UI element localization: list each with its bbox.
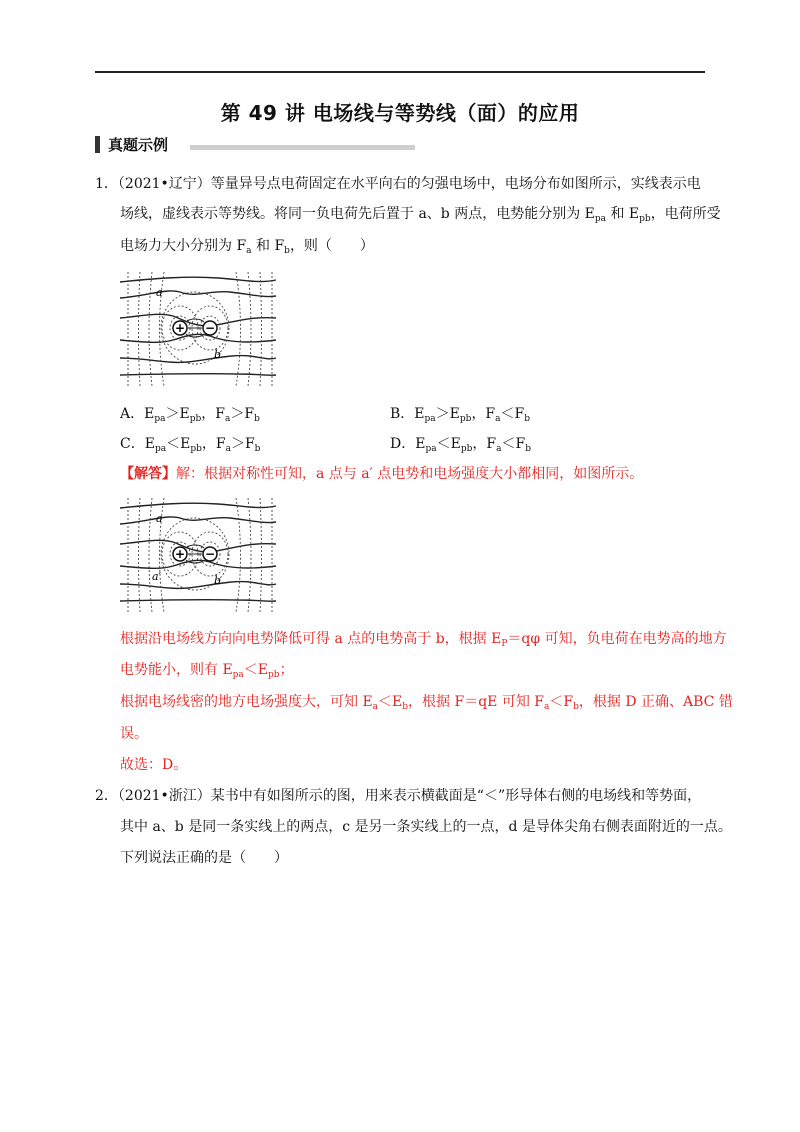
header-rule <box>95 71 705 73</box>
point-a-label: a <box>156 286 163 299</box>
q2-line-2: 其中 a、b 是同一条实线上的两点，c 是另一条实线上的一点，d 是导体尖角右侧表面附近的一点。 <box>120 819 732 835</box>
q1-figure <box>118 270 278 388</box>
q1-line-3: 电场力大小分别为 $F_a$ 和 $F_b$，则（ ） <box>120 238 374 256</box>
page-title: 第 49 讲 电场线与等势线（面）的应用 <box>220 101 580 125</box>
explanation-line-2: 电势能小，则有 $E_{pa}<E_{pb}$； <box>120 662 294 680</box>
field-lines-diagram-annotated <box>118 496 278 614</box>
point-b-label: b <box>214 348 222 361</box>
section-header <box>95 134 168 154</box>
answer-intro: 【解答】解：根据对称性可知，a 点与 a′ 点电势和电场强度大小都相同，如图所示。 <box>120 466 644 482</box>
explanation-line-3: 根据电场线密的地方电场强度大，可知 $E_a<E_b$，根据 F＝qE 可知 $F_a<F_b$，根据 D 正确、ABC 错 <box>120 694 733 712</box>
explanation-line-4: 误。 <box>120 726 148 742</box>
q2-line-1: 2．（2021•浙江）某书中有如图所示的图，用来表示横截面是“＜”形导体右侧的电场线和等势面， <box>95 788 702 804</box>
explanation-line-1: 根据沿电场线方向向电势降低可得 a 点的电势高于 b，根据 $E_P=q\varphi$ 可知，负电荷在电势高的地方 <box>120 631 727 649</box>
plus-sign: + <box>174 321 186 335</box>
answer-tag: 【解答】 <box>120 466 176 482</box>
option-a: A．$E_{pa}>E_{pb}$，$F_a>F_b$ <box>120 406 260 424</box>
option-c: C．$E_{pa}<E_{pb}$，$F_a>F_b$ <box>120 436 261 454</box>
field-line <box>120 277 276 282</box>
minus-sign: − <box>204 321 216 335</box>
point-b-label: b <box>214 574 222 587</box>
conclusion: 故选：D。 <box>120 757 188 773</box>
q2-line-3: 下列说法正确的是（ ） <box>120 850 288 866</box>
q1-line-2: 场线，虚线表示等势线。将同一负电荷先后置于 a、b 两点，电势能分别为 $E_{pa}$ 和 $E_{pb}$，电荷所受 <box>120 206 721 224</box>
minus-sign: − <box>204 547 216 561</box>
field-line <box>120 334 276 342</box>
section-rule <box>190 145 415 150</box>
field-line <box>120 291 276 298</box>
answer-figure <box>118 496 278 614</box>
section-title: 真题示例 <box>108 135 169 154</box>
point-a-label: a <box>156 512 163 525</box>
section-marker <box>95 136 100 153</box>
point-a-prime-label: a′ <box>152 570 162 583</box>
field-lines-diagram <box>118 270 278 388</box>
plus-sign: + <box>174 547 186 561</box>
field-line <box>120 356 276 363</box>
option-d: D．$E_{pa}<E_{pb}$，$F_a<F_b$ <box>390 436 531 454</box>
field-line <box>120 374 276 376</box>
q1-line-1: 1．（2021•辽宁）等量异号点电荷固定在水平向右的匀强电场中，电场分布如图所示，实线表示电 <box>95 176 701 192</box>
option-b: B．$E_{pa}>E_{pb}$，$F_a<F_b$ <box>390 406 531 424</box>
